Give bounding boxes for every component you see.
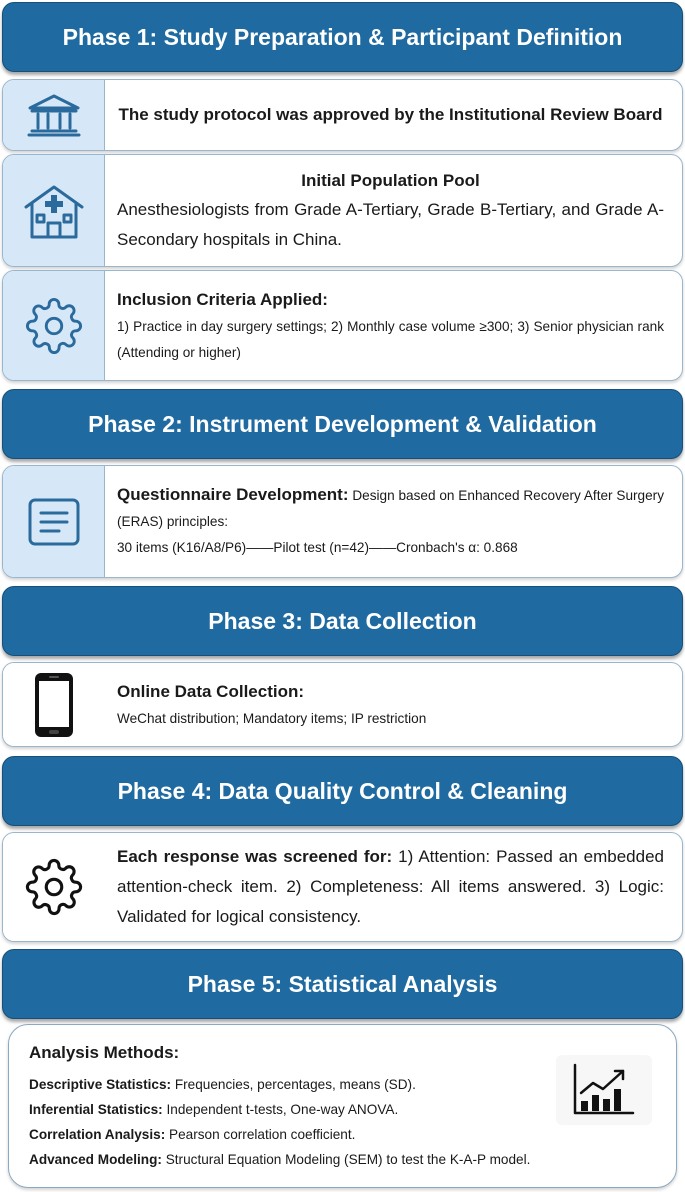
population-text: Anesthesiologists from Grade A-Tertiary, Grade B-Tertiary, and Grade A-Secondary hospitals in China. xyxy=(117,199,664,249)
online-card xyxy=(2,662,683,747)
online-text: WeChat distribution; Mandatory items; IP restriction xyxy=(117,710,427,726)
analysis-row-text: Structural Equation Modeling (SEM) to test the K-A-P model. xyxy=(165,1152,531,1167)
population-title: Initial Population Pool xyxy=(301,170,480,190)
analysis-row-text: Independent t-tests, One-way ANOVA. xyxy=(166,1102,399,1117)
analysis-row-inferential xyxy=(29,1097,526,1122)
questionnaire-title: Questionnaire Development: xyxy=(117,485,349,504)
analysis-row-descriptive xyxy=(29,1072,526,1097)
gear-icon xyxy=(25,297,83,355)
phase-2-title: Phase 2: Instrument Development & Validation xyxy=(88,410,597,437)
phase-1-header xyxy=(2,2,683,72)
questionnaire-card xyxy=(2,465,683,578)
analysis-row-label: Descriptive Statistics: xyxy=(29,1077,172,1092)
screening-card xyxy=(2,832,683,942)
questionnaire-line2: 30 items (K16/A8/P6)——Pilot test (n=42)——Cronbach's α: 0.868 xyxy=(117,540,518,555)
analysis-row-label: Correlation Analysis: xyxy=(29,1127,166,1142)
phase-3-header xyxy=(2,586,683,656)
analysis-row-label: Inferential Statistics: xyxy=(29,1102,163,1117)
analysis-row-correlation xyxy=(29,1122,526,1147)
inclusion-title: Inclusion Criteria Applied: xyxy=(117,289,328,309)
phase-1-title: Phase 1: Study Preparation & Participant Definition xyxy=(62,23,623,50)
irb-text: The study protocol was approved by the Institutional Review Board xyxy=(118,105,663,124)
analysis-row-text: Frequencies, percentages, means (SD). xyxy=(174,1077,416,1092)
questionnaire-text: Design based on Enhanced Recovery After Surgery (ERAS) principles: xyxy=(117,488,665,529)
screening-text: 1) Attention: Passed an embedded attention-check item. 2) Completeness: All items answered. 3) Logic: Validated for logical consistency. xyxy=(117,847,664,926)
growth-chart-icon xyxy=(571,1063,637,1117)
document-icon xyxy=(26,496,82,548)
gear-icon xyxy=(25,858,83,916)
analysis-row-modeling xyxy=(29,1147,531,1172)
phase-5-header xyxy=(2,949,683,1019)
analysis-row-text: Pearson correlation coefficient. xyxy=(169,1127,356,1142)
irb-card xyxy=(2,79,683,151)
inclusion-card xyxy=(2,270,683,381)
phase-5-title: Phase 5: Statistical Analysis xyxy=(187,970,498,997)
inclusion-text: 1) Practice in day surgery settings; 2) Monthly case volume ≥300; 3) Senior physician rank (Attending or higher) xyxy=(117,318,664,360)
phase-2-header xyxy=(2,389,683,459)
institution-icon xyxy=(26,92,82,138)
phase-3-title: Phase 3: Data Collection xyxy=(208,607,477,634)
online-title: Online Data Collection: xyxy=(117,681,305,701)
screening-title: Each response was screened for: xyxy=(117,847,393,866)
phase-4-title: Phase 4: Data Quality Control & Cleaning xyxy=(117,777,568,804)
smartphone-icon xyxy=(33,671,75,739)
analysis-row-label: Advanced Modeling: xyxy=(29,1152,162,1167)
analysis-title: Analysis Methods: xyxy=(29,1043,180,1062)
hospital-icon xyxy=(22,179,86,243)
analysis-card xyxy=(8,1024,677,1188)
population-card xyxy=(2,154,683,267)
phase-4-header xyxy=(2,756,683,826)
